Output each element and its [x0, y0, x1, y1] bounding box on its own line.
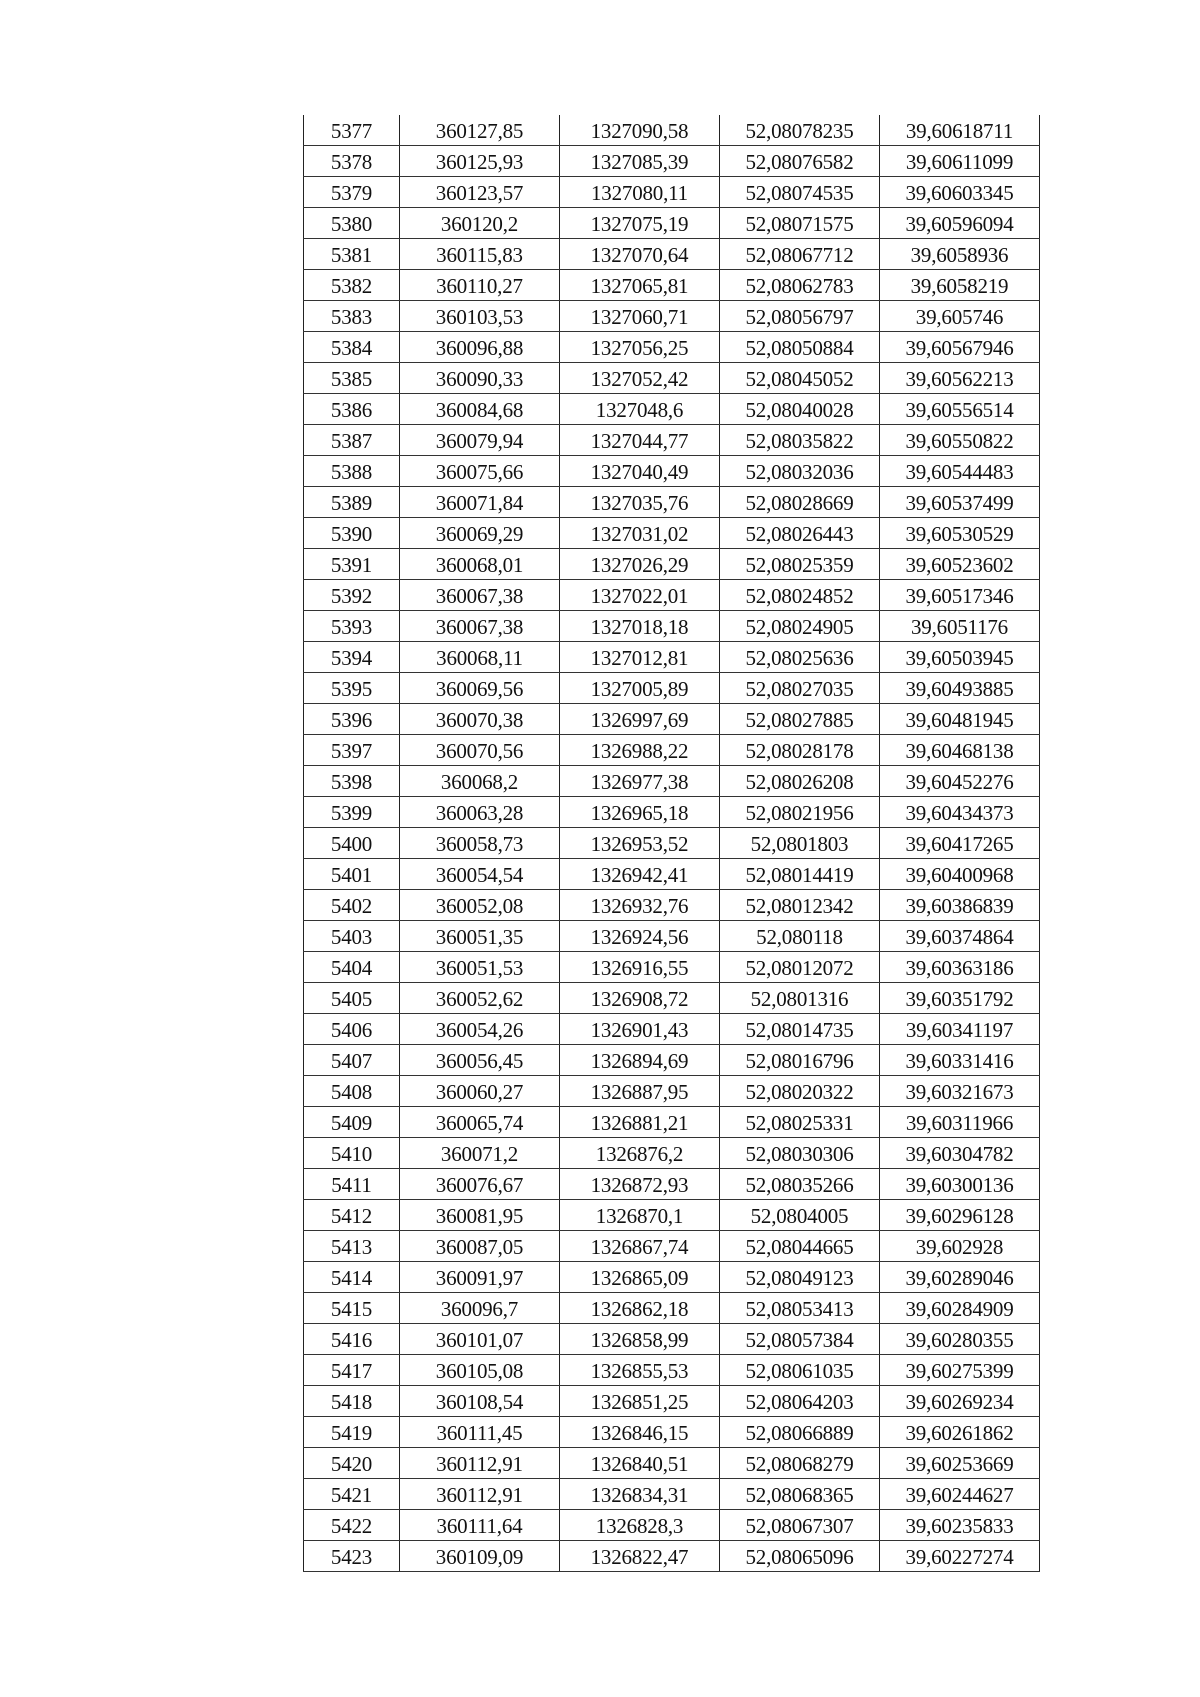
y-coordinate-cell: 1326867,74 — [560, 1231, 720, 1262]
longitude-cell: 39,60468138 — [880, 735, 1040, 766]
longitude-cell: 39,60321673 — [880, 1076, 1040, 1107]
coordinates-table-body — [304, 115, 1040, 1572]
latitude-cell: 52,08035266 — [720, 1169, 880, 1200]
latitude-cell: 52,08014735 — [720, 1014, 880, 1045]
point-number-cell: 5387 — [304, 425, 400, 456]
x-coordinate-cell: 360067,38 — [400, 580, 560, 611]
table-row — [304, 1448, 1040, 1479]
y-coordinate-cell: 1326908,72 — [560, 983, 720, 1014]
x-coordinate-cell: 360069,56 — [400, 673, 560, 704]
point-number-cell: 5397 — [304, 735, 400, 766]
latitude-cell: 52,0804005 — [720, 1200, 880, 1231]
x-coordinate-cell: 360052,62 — [400, 983, 560, 1014]
y-coordinate-cell: 1326855,53 — [560, 1355, 720, 1386]
latitude-cell: 52,08020322 — [720, 1076, 880, 1107]
y-coordinate-cell: 1327012,81 — [560, 642, 720, 673]
latitude-cell: 52,0801803 — [720, 828, 880, 859]
latitude-cell: 52,08064203 — [720, 1386, 880, 1417]
y-coordinate-cell: 1327060,71 — [560, 301, 720, 332]
longitude-cell: 39,60567946 — [880, 332, 1040, 363]
longitude-cell: 39,60227274 — [880, 1541, 1040, 1572]
longitude-cell: 39,60544483 — [880, 456, 1040, 487]
table-row — [304, 766, 1040, 797]
x-coordinate-cell: 360052,08 — [400, 890, 560, 921]
longitude-cell: 39,60562213 — [880, 363, 1040, 394]
y-coordinate-cell: 1326932,76 — [560, 890, 720, 921]
x-coordinate-cell: 360123,57 — [400, 177, 560, 208]
y-coordinate-cell: 1327048,6 — [560, 394, 720, 425]
y-coordinate-cell: 1326858,99 — [560, 1324, 720, 1355]
latitude-cell: 52,08028178 — [720, 735, 880, 766]
table-row — [304, 735, 1040, 766]
y-coordinate-cell: 1326916,55 — [560, 952, 720, 983]
point-number-cell: 5394 — [304, 642, 400, 673]
latitude-cell: 52,08071575 — [720, 208, 880, 239]
table-row — [304, 1262, 1040, 1293]
table-row — [304, 1014, 1040, 1045]
latitude-cell: 52,08012072 — [720, 952, 880, 983]
point-number-cell: 5403 — [304, 921, 400, 952]
point-number-cell: 5400 — [304, 828, 400, 859]
point-number-cell: 5413 — [304, 1231, 400, 1262]
latitude-cell: 52,08057384 — [720, 1324, 880, 1355]
latitude-cell: 52,08024905 — [720, 611, 880, 642]
x-coordinate-cell: 360071,2 — [400, 1138, 560, 1169]
y-coordinate-cell: 1326887,95 — [560, 1076, 720, 1107]
x-coordinate-cell: 360108,54 — [400, 1386, 560, 1417]
table-row — [304, 890, 1040, 921]
table-row — [304, 797, 1040, 828]
longitude-cell: 39,60284909 — [880, 1293, 1040, 1324]
point-number-cell: 5417 — [304, 1355, 400, 1386]
point-number-cell: 5379 — [304, 177, 400, 208]
latitude-cell: 52,08068365 — [720, 1479, 880, 1510]
y-coordinate-cell: 1327018,18 — [560, 611, 720, 642]
longitude-cell: 39,60386839 — [880, 890, 1040, 921]
y-coordinate-cell: 1327056,25 — [560, 332, 720, 363]
table-row — [304, 487, 1040, 518]
longitude-cell: 39,6058219 — [880, 270, 1040, 301]
table-row — [304, 1045, 1040, 1076]
point-number-cell: 5381 — [304, 239, 400, 270]
x-coordinate-cell: 360054,54 — [400, 859, 560, 890]
y-coordinate-cell: 1326965,18 — [560, 797, 720, 828]
table-row — [304, 177, 1040, 208]
longitude-cell: 39,60269234 — [880, 1386, 1040, 1417]
table-row — [304, 1510, 1040, 1541]
longitude-cell: 39,60400968 — [880, 859, 1040, 890]
longitude-cell: 39,60280355 — [880, 1324, 1040, 1355]
latitude-cell: 52,08050884 — [720, 332, 880, 363]
point-number-cell: 5385 — [304, 363, 400, 394]
y-coordinate-cell: 1326840,51 — [560, 1448, 720, 1479]
table-row — [304, 859, 1040, 890]
table-row — [304, 1293, 1040, 1324]
longitude-cell: 39,60244627 — [880, 1479, 1040, 1510]
point-number-cell: 5391 — [304, 549, 400, 580]
point-number-cell: 5423 — [304, 1541, 400, 1572]
longitude-cell: 39,60530529 — [880, 518, 1040, 549]
latitude-cell: 52,08027035 — [720, 673, 880, 704]
point-number-cell: 5421 — [304, 1479, 400, 1510]
latitude-cell: 52,08065096 — [720, 1541, 880, 1572]
table-row — [304, 983, 1040, 1014]
table-row — [304, 208, 1040, 239]
point-number-cell: 5420 — [304, 1448, 400, 1479]
y-coordinate-cell: 1326881,21 — [560, 1107, 720, 1138]
longitude-cell: 39,60618711 — [880, 115, 1040, 146]
point-number-cell: 5396 — [304, 704, 400, 735]
longitude-cell: 39,60434373 — [880, 797, 1040, 828]
table-row — [304, 549, 1040, 580]
y-coordinate-cell: 1326862,18 — [560, 1293, 720, 1324]
point-number-cell: 5418 — [304, 1386, 400, 1417]
table-row — [304, 952, 1040, 983]
latitude-cell: 52,08016796 — [720, 1045, 880, 1076]
longitude-cell: 39,60611099 — [880, 146, 1040, 177]
y-coordinate-cell: 1327022,01 — [560, 580, 720, 611]
x-coordinate-cell: 360087,05 — [400, 1231, 560, 1262]
longitude-cell: 39,6051176 — [880, 611, 1040, 642]
x-coordinate-cell: 360081,95 — [400, 1200, 560, 1231]
y-coordinate-cell: 1326834,31 — [560, 1479, 720, 1510]
longitude-cell: 39,60417265 — [880, 828, 1040, 859]
y-coordinate-cell: 1326953,52 — [560, 828, 720, 859]
point-number-cell: 5419 — [304, 1417, 400, 1448]
table-row — [304, 394, 1040, 425]
point-number-cell: 5392 — [304, 580, 400, 611]
y-coordinate-cell: 1326997,69 — [560, 704, 720, 735]
y-coordinate-cell: 1327026,29 — [560, 549, 720, 580]
x-coordinate-cell: 360063,28 — [400, 797, 560, 828]
y-coordinate-cell: 1326894,69 — [560, 1045, 720, 1076]
table-row — [304, 611, 1040, 642]
latitude-cell: 52,08027885 — [720, 704, 880, 735]
table-row — [304, 1169, 1040, 1200]
x-coordinate-cell: 360068,2 — [400, 766, 560, 797]
latitude-cell: 52,08062783 — [720, 270, 880, 301]
latitude-cell: 52,080118 — [720, 921, 880, 952]
y-coordinate-cell: 1327090,58 — [560, 115, 720, 146]
point-number-cell: 5399 — [304, 797, 400, 828]
table-row — [304, 301, 1040, 332]
y-coordinate-cell: 1326870,1 — [560, 1200, 720, 1231]
x-coordinate-cell: 360091,97 — [400, 1262, 560, 1293]
table-row — [304, 828, 1040, 859]
longitude-cell: 39,602928 — [880, 1231, 1040, 1262]
latitude-cell: 52,08078235 — [720, 115, 880, 146]
latitude-cell: 52,08068279 — [720, 1448, 880, 1479]
y-coordinate-cell: 1327005,89 — [560, 673, 720, 704]
point-number-cell: 5380 — [304, 208, 400, 239]
table-row — [304, 115, 1040, 146]
y-coordinate-cell: 1326846,15 — [560, 1417, 720, 1448]
x-coordinate-cell: 360111,64 — [400, 1510, 560, 1541]
latitude-cell: 52,08026208 — [720, 766, 880, 797]
point-number-cell: 5414 — [304, 1262, 400, 1293]
coordinates-table — [303, 115, 1040, 1572]
x-coordinate-cell: 360058,73 — [400, 828, 560, 859]
point-number-cell: 5410 — [304, 1138, 400, 1169]
y-coordinate-cell: 1327044,77 — [560, 425, 720, 456]
longitude-cell: 39,60523602 — [880, 549, 1040, 580]
x-coordinate-cell: 360060,27 — [400, 1076, 560, 1107]
latitude-cell: 52,08021956 — [720, 797, 880, 828]
point-number-cell: 5384 — [304, 332, 400, 363]
table-row — [304, 704, 1040, 735]
table-row — [304, 1355, 1040, 1386]
table-row — [304, 456, 1040, 487]
longitude-cell: 39,60235833 — [880, 1510, 1040, 1541]
point-number-cell: 5406 — [304, 1014, 400, 1045]
point-number-cell: 5398 — [304, 766, 400, 797]
x-coordinate-cell: 360070,56 — [400, 735, 560, 766]
point-number-cell: 5416 — [304, 1324, 400, 1355]
x-coordinate-cell: 360076,67 — [400, 1169, 560, 1200]
longitude-cell: 39,60363186 — [880, 952, 1040, 983]
x-coordinate-cell: 360051,35 — [400, 921, 560, 952]
table-row — [304, 642, 1040, 673]
x-coordinate-cell: 360051,53 — [400, 952, 560, 983]
latitude-cell: 52,08026443 — [720, 518, 880, 549]
longitude-cell: 39,60550822 — [880, 425, 1040, 456]
latitude-cell: 52,08067307 — [720, 1510, 880, 1541]
x-coordinate-cell: 360112,91 — [400, 1479, 560, 1510]
table-row — [304, 1386, 1040, 1417]
y-coordinate-cell: 1327085,39 — [560, 146, 720, 177]
table-row — [304, 1107, 1040, 1138]
x-coordinate-cell: 360115,83 — [400, 239, 560, 270]
table-row — [304, 332, 1040, 363]
x-coordinate-cell: 360103,53 — [400, 301, 560, 332]
y-coordinate-cell: 1327035,76 — [560, 487, 720, 518]
point-number-cell: 5422 — [304, 1510, 400, 1541]
x-coordinate-cell: 360065,74 — [400, 1107, 560, 1138]
x-coordinate-cell: 360111,45 — [400, 1417, 560, 1448]
latitude-cell: 52,08025636 — [720, 642, 880, 673]
point-number-cell: 5389 — [304, 487, 400, 518]
y-coordinate-cell: 1327070,64 — [560, 239, 720, 270]
point-number-cell: 5408 — [304, 1076, 400, 1107]
point-number-cell: 5402 — [304, 890, 400, 921]
latitude-cell: 52,08061035 — [720, 1355, 880, 1386]
point-number-cell: 5412 — [304, 1200, 400, 1231]
longitude-cell: 39,60481945 — [880, 704, 1040, 735]
longitude-cell: 39,60493885 — [880, 673, 1040, 704]
x-coordinate-cell: 360101,07 — [400, 1324, 560, 1355]
latitude-cell: 52,08049123 — [720, 1262, 880, 1293]
longitude-cell: 39,60261862 — [880, 1417, 1040, 1448]
table-row — [304, 146, 1040, 177]
table-row — [304, 1231, 1040, 1262]
point-number-cell: 5377 — [304, 115, 400, 146]
longitude-cell: 39,60374864 — [880, 921, 1040, 952]
y-coordinate-cell: 1326876,2 — [560, 1138, 720, 1169]
table-row — [304, 580, 1040, 611]
x-coordinate-cell: 360075,66 — [400, 456, 560, 487]
y-coordinate-cell: 1326865,09 — [560, 1262, 720, 1293]
latitude-cell: 52,08032036 — [720, 456, 880, 487]
point-number-cell: 5395 — [304, 673, 400, 704]
table-row — [304, 239, 1040, 270]
x-coordinate-cell: 360084,68 — [400, 394, 560, 425]
point-number-cell: 5415 — [304, 1293, 400, 1324]
point-number-cell: 5409 — [304, 1107, 400, 1138]
point-number-cell: 5383 — [304, 301, 400, 332]
y-coordinate-cell: 1326851,25 — [560, 1386, 720, 1417]
latitude-cell: 52,08053413 — [720, 1293, 880, 1324]
latitude-cell: 52,08074535 — [720, 177, 880, 208]
y-coordinate-cell: 1326822,47 — [560, 1541, 720, 1572]
longitude-cell: 39,60517346 — [880, 580, 1040, 611]
table-row — [304, 363, 1040, 394]
point-number-cell: 5388 — [304, 456, 400, 487]
x-coordinate-cell: 360079,94 — [400, 425, 560, 456]
table-row — [304, 425, 1040, 456]
y-coordinate-cell: 1326942,41 — [560, 859, 720, 890]
longitude-cell: 39,60503945 — [880, 642, 1040, 673]
table-row — [304, 1138, 1040, 1169]
longitude-cell: 39,60537499 — [880, 487, 1040, 518]
y-coordinate-cell: 1327031,02 — [560, 518, 720, 549]
table-row — [304, 1076, 1040, 1107]
y-coordinate-cell: 1326924,56 — [560, 921, 720, 952]
latitude-cell: 52,08066889 — [720, 1417, 880, 1448]
latitude-cell: 52,08067712 — [720, 239, 880, 270]
longitude-cell: 39,60452276 — [880, 766, 1040, 797]
x-coordinate-cell: 360054,26 — [400, 1014, 560, 1045]
latitude-cell: 52,08025331 — [720, 1107, 880, 1138]
x-coordinate-cell: 360112,91 — [400, 1448, 560, 1479]
longitude-cell: 39,60296128 — [880, 1200, 1040, 1231]
x-coordinate-cell: 360090,33 — [400, 363, 560, 394]
longitude-cell: 39,6058936 — [880, 239, 1040, 270]
x-coordinate-cell: 360109,09 — [400, 1541, 560, 1572]
point-number-cell: 5382 — [304, 270, 400, 301]
x-coordinate-cell: 360127,85 — [400, 115, 560, 146]
table-row — [304, 1324, 1040, 1355]
x-coordinate-cell: 360056,45 — [400, 1045, 560, 1076]
x-coordinate-cell: 360070,38 — [400, 704, 560, 735]
latitude-cell: 52,08014419 — [720, 859, 880, 890]
x-coordinate-cell: 360120,2 — [400, 208, 560, 239]
y-coordinate-cell: 1326977,38 — [560, 766, 720, 797]
point-number-cell: 5411 — [304, 1169, 400, 1200]
x-coordinate-cell: 360105,08 — [400, 1355, 560, 1386]
latitude-cell: 52,08076582 — [720, 146, 880, 177]
x-coordinate-cell: 360096,7 — [400, 1293, 560, 1324]
longitude-cell: 39,60603345 — [880, 177, 1040, 208]
x-coordinate-cell: 360110,27 — [400, 270, 560, 301]
table-row — [304, 673, 1040, 704]
longitude-cell: 39,60351792 — [880, 983, 1040, 1014]
y-coordinate-cell: 1326828,3 — [560, 1510, 720, 1541]
table-row — [304, 270, 1040, 301]
point-number-cell: 5390 — [304, 518, 400, 549]
x-coordinate-cell: 360069,29 — [400, 518, 560, 549]
point-number-cell: 5405 — [304, 983, 400, 1014]
x-coordinate-cell: 360067,38 — [400, 611, 560, 642]
y-coordinate-cell: 1327075,19 — [560, 208, 720, 239]
x-coordinate-cell: 360125,93 — [400, 146, 560, 177]
table-row — [304, 1200, 1040, 1231]
y-coordinate-cell: 1327040,49 — [560, 456, 720, 487]
x-coordinate-cell: 360071,84 — [400, 487, 560, 518]
longitude-cell: 39,60341197 — [880, 1014, 1040, 1045]
latitude-cell: 52,08030306 — [720, 1138, 880, 1169]
longitude-cell: 39,60289046 — [880, 1262, 1040, 1293]
latitude-cell: 52,08025359 — [720, 549, 880, 580]
table-row — [304, 1417, 1040, 1448]
y-coordinate-cell: 1326901,43 — [560, 1014, 720, 1045]
latitude-cell: 52,08024852 — [720, 580, 880, 611]
y-coordinate-cell: 1326872,93 — [560, 1169, 720, 1200]
longitude-cell: 39,605746 — [880, 301, 1040, 332]
point-number-cell: 5404 — [304, 952, 400, 983]
latitude-cell: 52,0801316 — [720, 983, 880, 1014]
point-number-cell: 5386 — [304, 394, 400, 425]
point-number-cell: 5401 — [304, 859, 400, 890]
latitude-cell: 52,08035822 — [720, 425, 880, 456]
longitude-cell: 39,60253669 — [880, 1448, 1040, 1479]
longitude-cell: 39,60596094 — [880, 208, 1040, 239]
x-coordinate-cell: 360096,88 — [400, 332, 560, 363]
longitude-cell: 39,60275399 — [880, 1355, 1040, 1386]
longitude-cell: 39,60311966 — [880, 1107, 1040, 1138]
point-number-cell: 5407 — [304, 1045, 400, 1076]
longitude-cell: 39,60331416 — [880, 1045, 1040, 1076]
table-row — [304, 1479, 1040, 1510]
point-number-cell: 5378 — [304, 146, 400, 177]
latitude-cell: 52,08040028 — [720, 394, 880, 425]
table-row — [304, 518, 1040, 549]
x-coordinate-cell: 360068,01 — [400, 549, 560, 580]
latitude-cell: 52,08012342 — [720, 890, 880, 921]
x-coordinate-cell: 360068,11 — [400, 642, 560, 673]
table-row — [304, 921, 1040, 952]
y-coordinate-cell: 1327052,42 — [560, 363, 720, 394]
table-row — [304, 1541, 1040, 1572]
latitude-cell: 52,08045052 — [720, 363, 880, 394]
y-coordinate-cell: 1326988,22 — [560, 735, 720, 766]
longitude-cell: 39,60300136 — [880, 1169, 1040, 1200]
y-coordinate-cell: 1327080,11 — [560, 177, 720, 208]
latitude-cell: 52,08028669 — [720, 487, 880, 518]
y-coordinate-cell: 1327065,81 — [560, 270, 720, 301]
latitude-cell: 52,08044665 — [720, 1231, 880, 1262]
longitude-cell: 39,60304782 — [880, 1138, 1040, 1169]
latitude-cell: 52,08056797 — [720, 301, 880, 332]
point-number-cell: 5393 — [304, 611, 400, 642]
longitude-cell: 39,60556514 — [880, 394, 1040, 425]
